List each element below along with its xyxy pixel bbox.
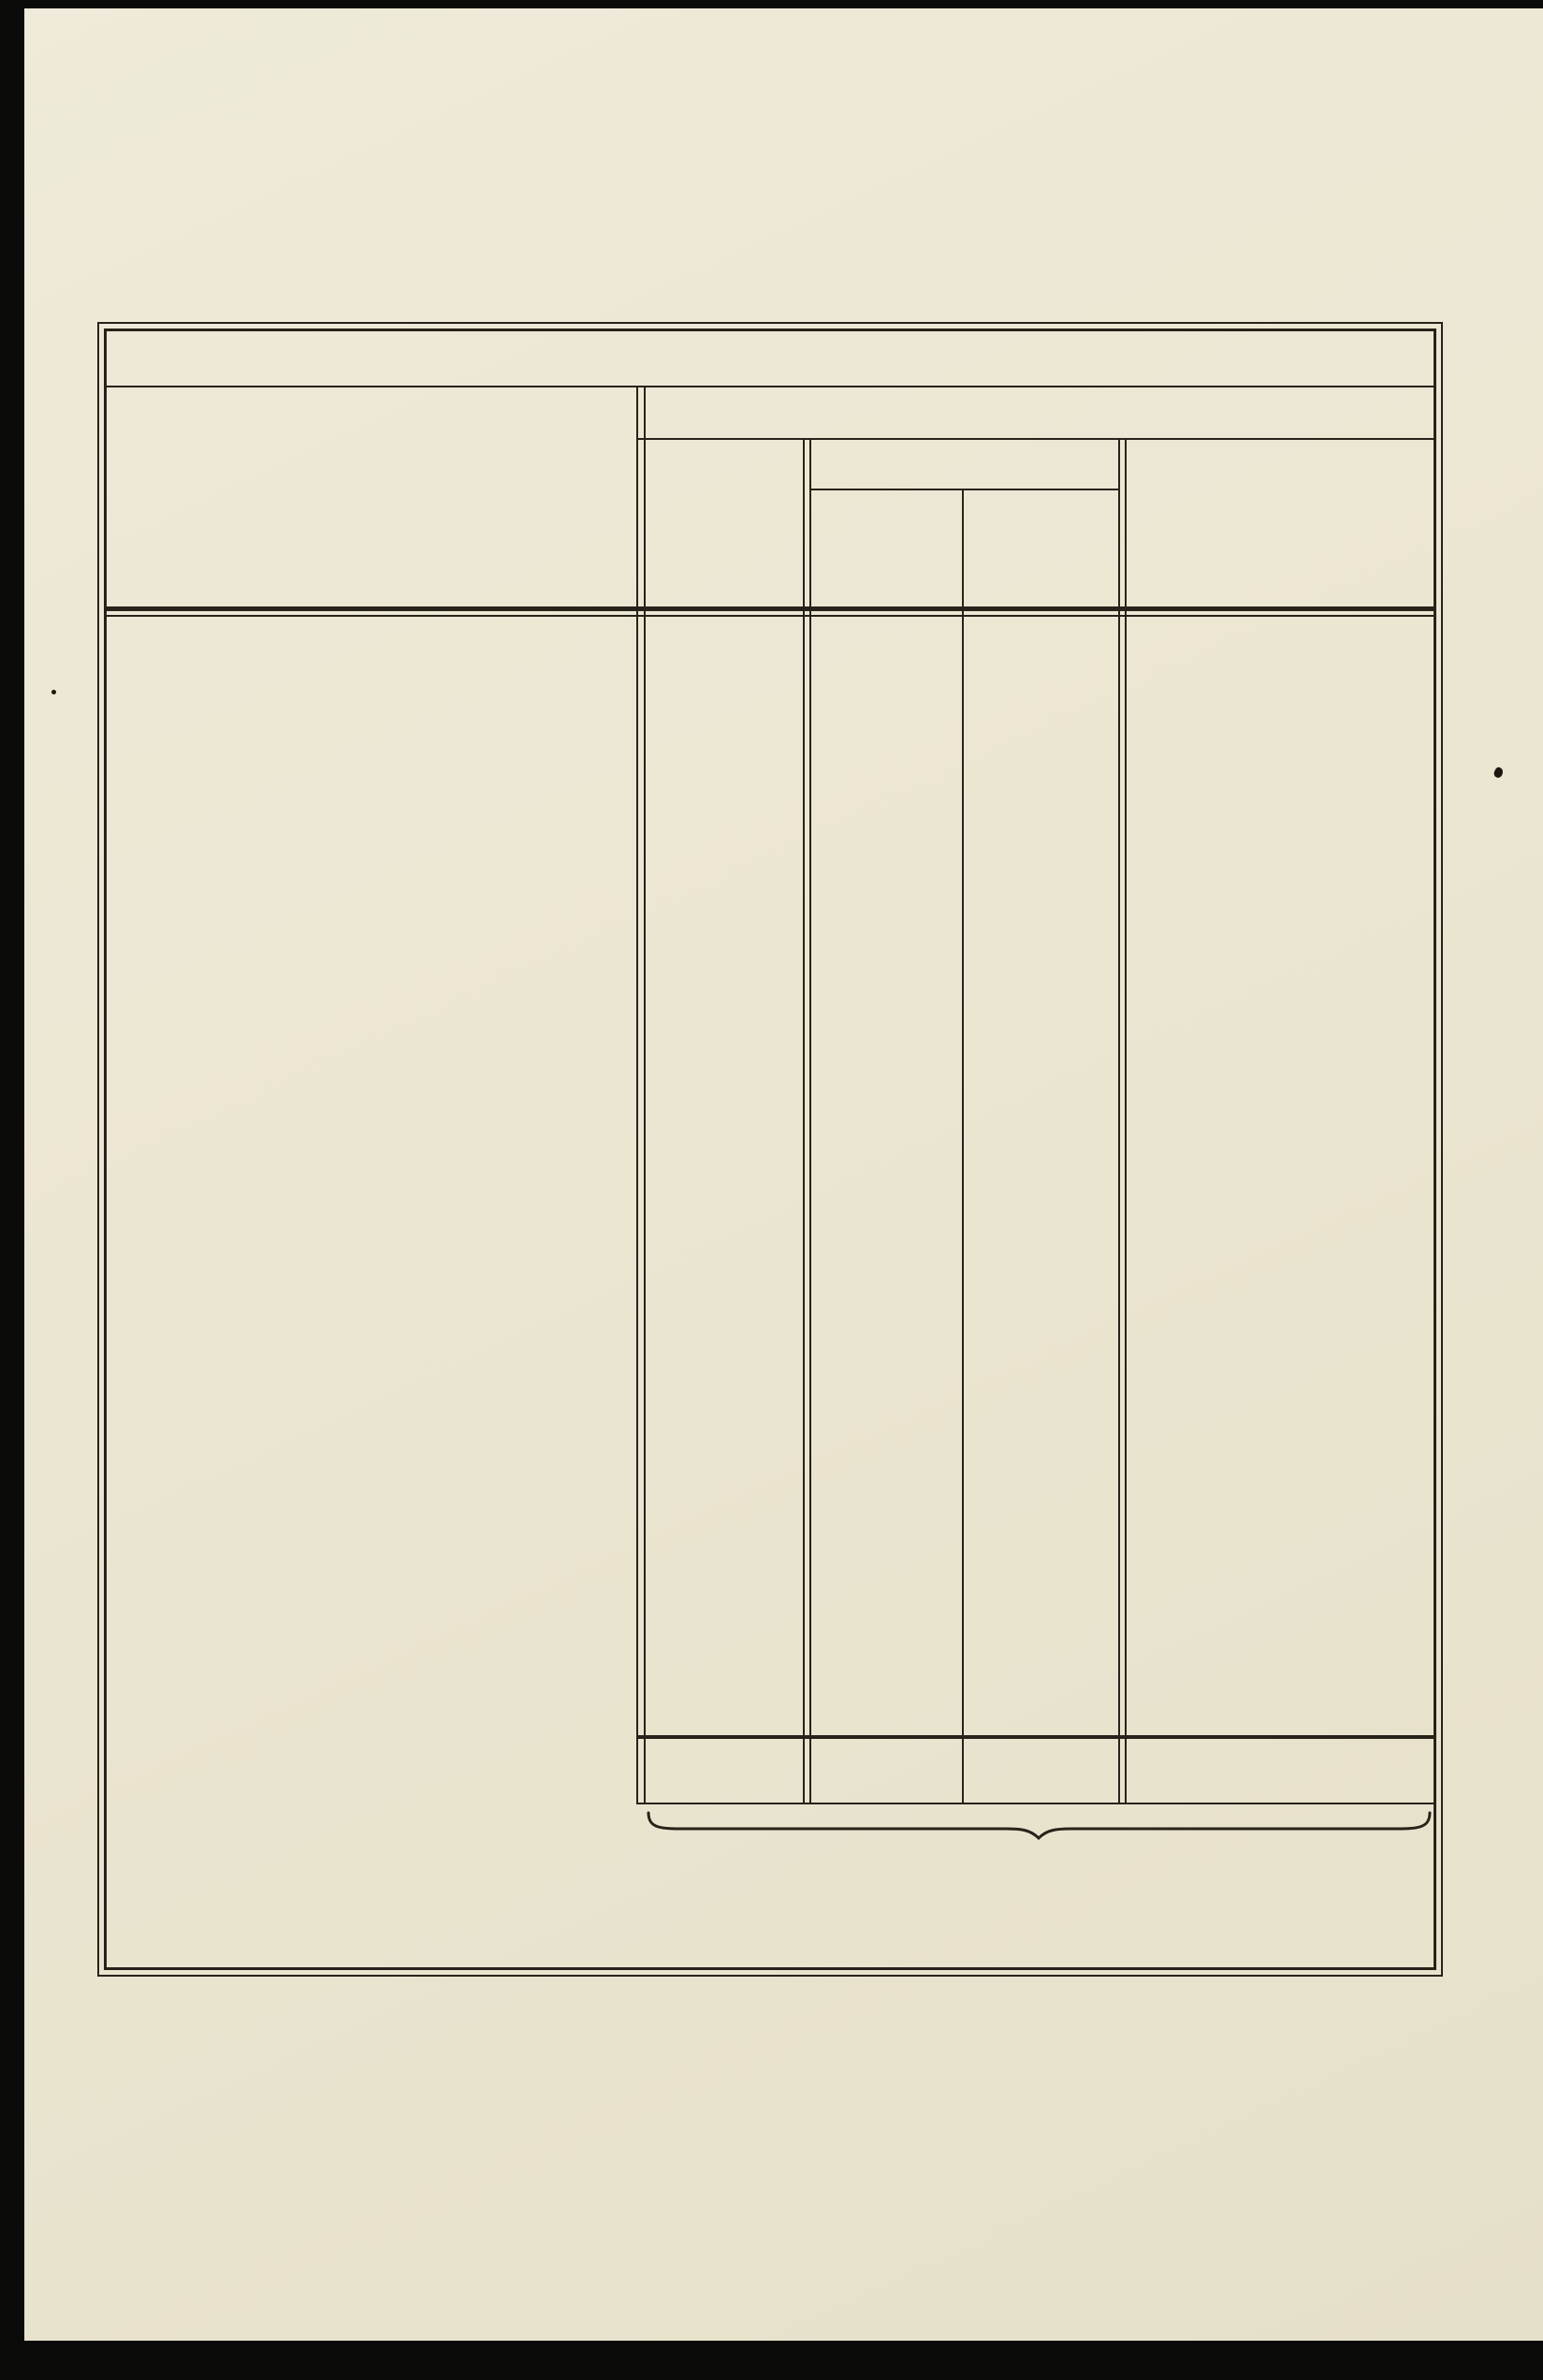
table-frame <box>97 322 1443 1977</box>
horizontal-rule <box>811 489 1118 490</box>
underbrace <box>645 1810 1434 1840</box>
vertical-rule <box>962 489 964 1804</box>
horizontal-rule <box>636 1735 1434 1739</box>
horizontal-rule <box>636 438 1434 440</box>
scan-edge-bottom <box>0 2341 1543 2380</box>
scan-edge-top <box>0 0 1543 8</box>
total-row <box>107 1748 1434 1799</box>
horizontal-rule <box>107 615 1434 617</box>
ink-speck <box>1492 767 1505 780</box>
horizontal-rule <box>636 1803 1434 1804</box>
scan-edge-left <box>0 0 24 2380</box>
statistics-table <box>104 329 1436 1970</box>
vertical-rule <box>1118 438 1120 1804</box>
vertical-rule <box>644 386 646 1804</box>
horizontal-rule <box>107 606 1434 611</box>
vertical-rule <box>809 438 811 1804</box>
vertical-rule <box>1125 438 1127 1804</box>
ink-speck <box>51 690 56 694</box>
horizontal-rule <box>107 386 1434 387</box>
vertical-rule <box>803 438 805 1804</box>
vertical-rule <box>636 386 638 1804</box>
